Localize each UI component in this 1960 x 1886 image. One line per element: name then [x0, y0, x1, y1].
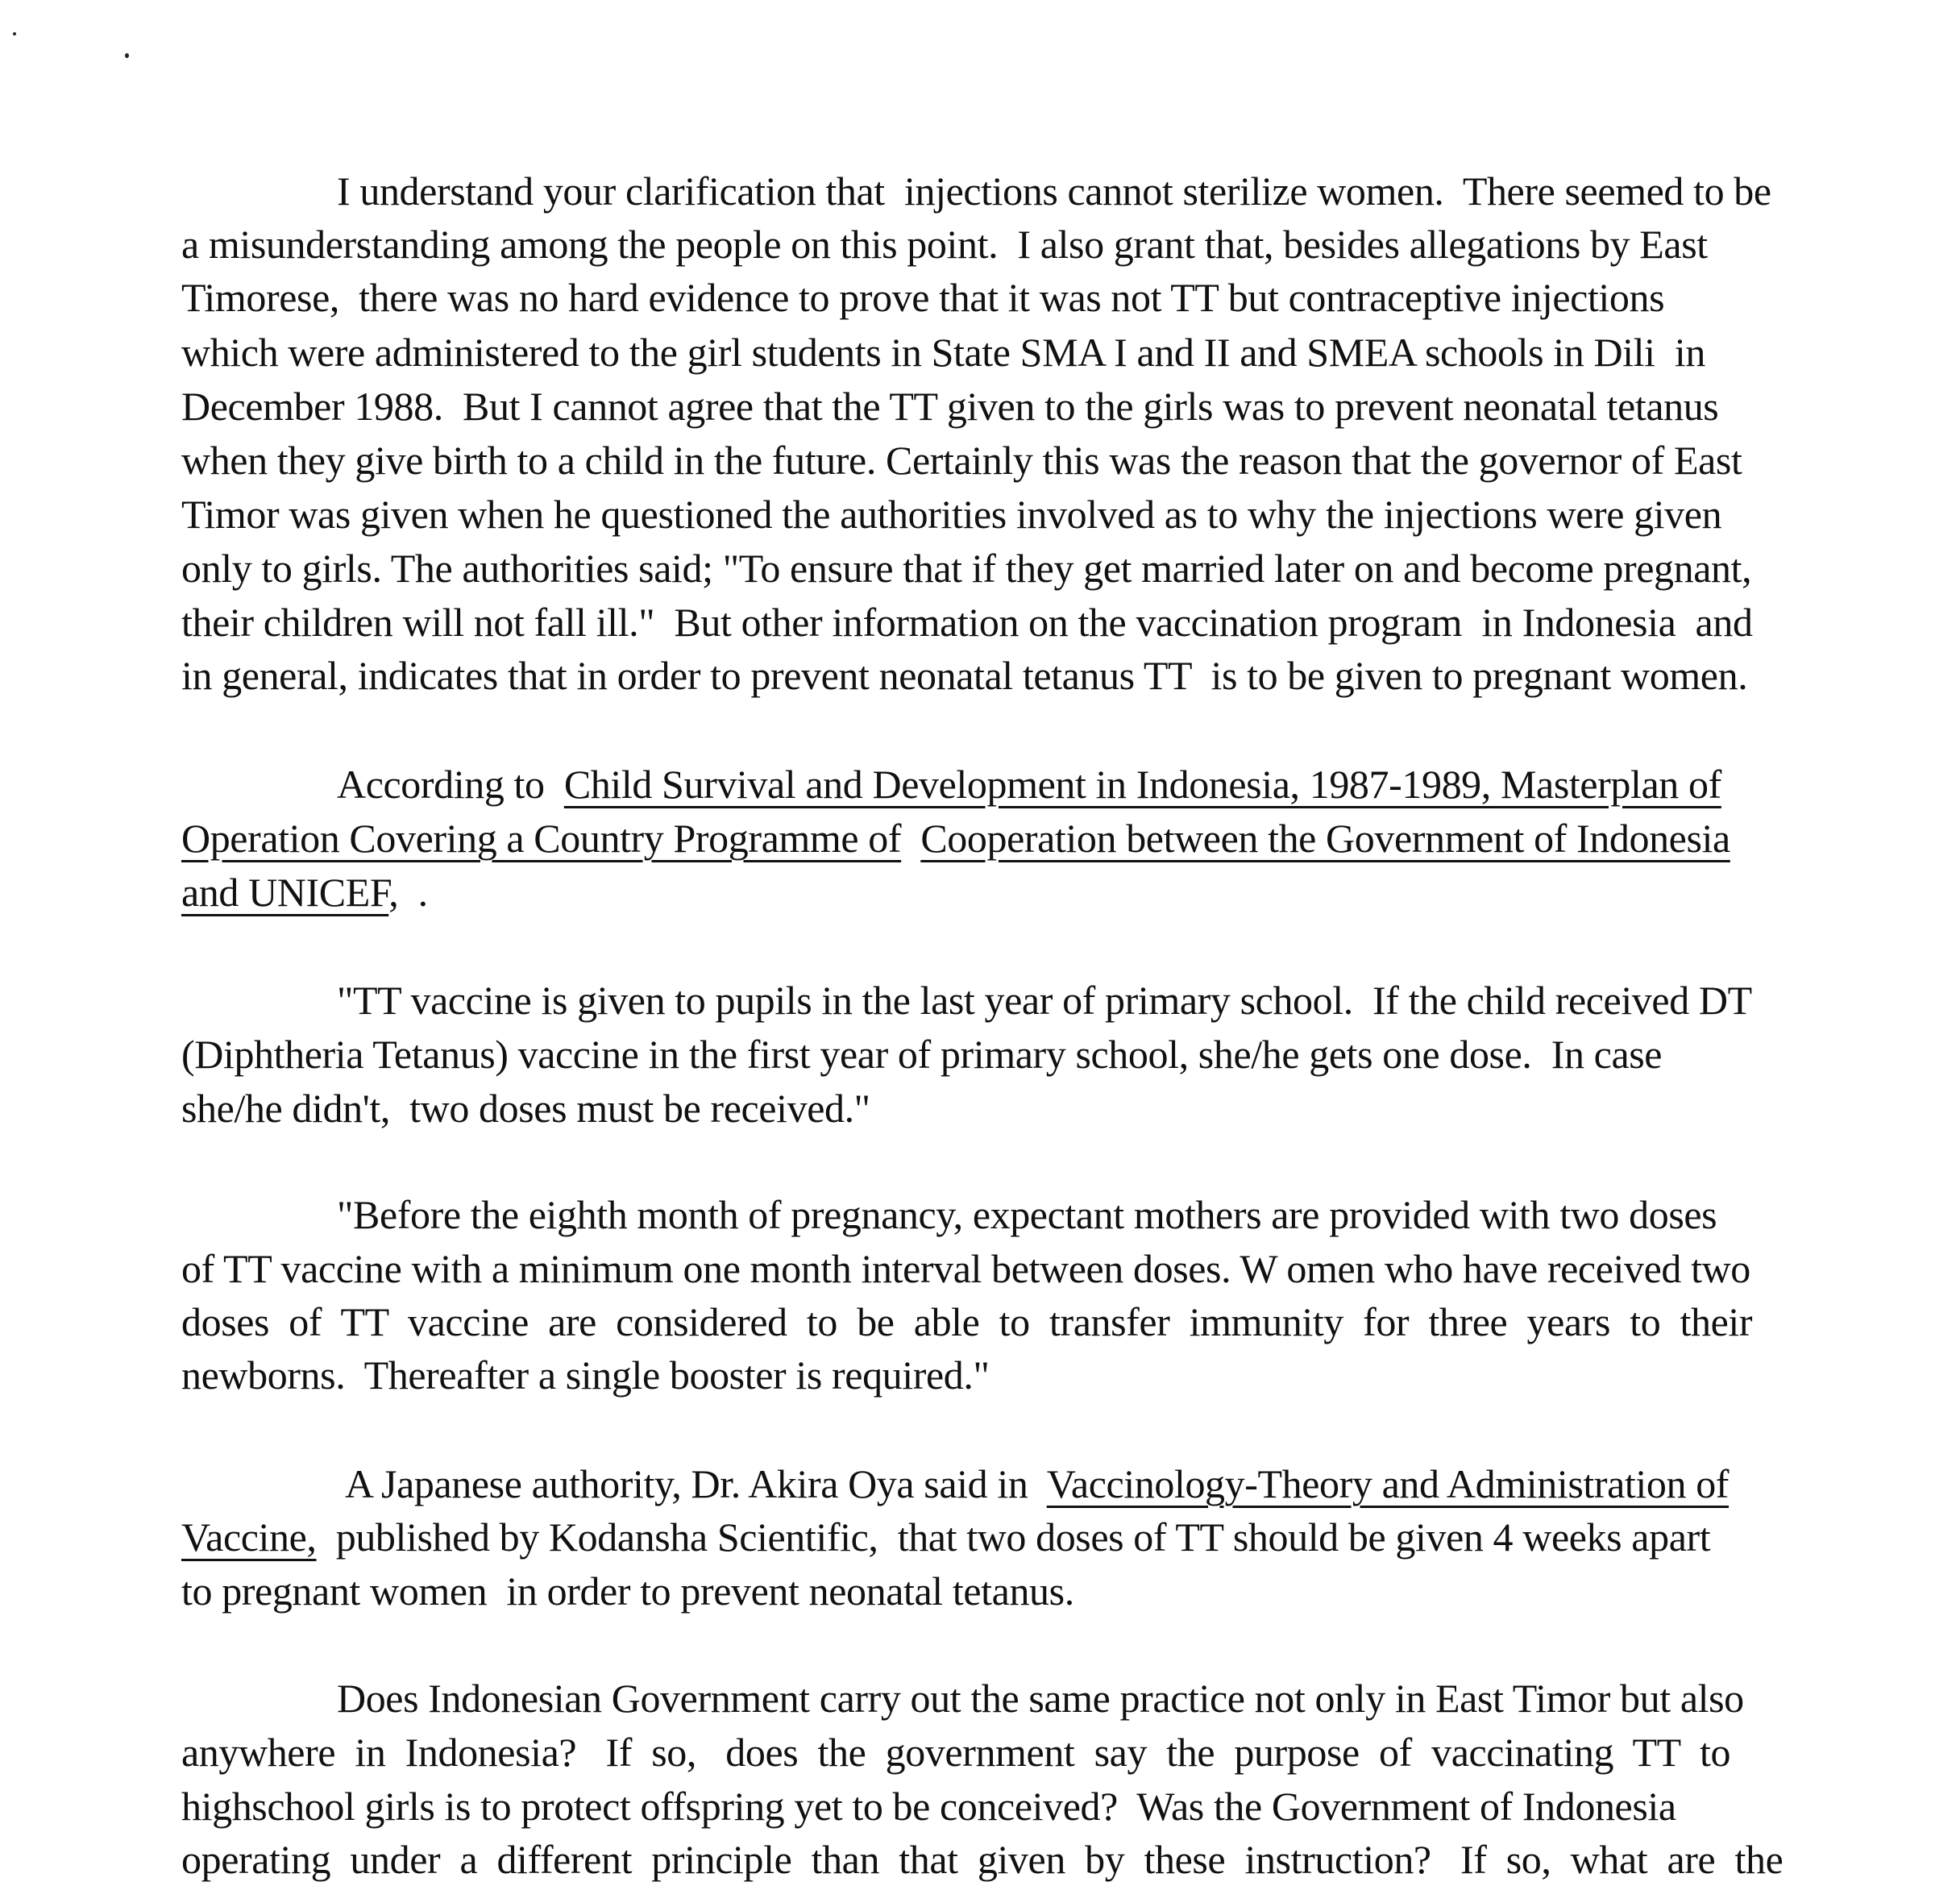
oya-line — [345, 1457, 1729, 1510]
citation-line — [181, 812, 1730, 865]
paragraph-1-line: in general, indicates that in order to prevent neonatal tetanus TT is to be given to pregnant women. — [181, 653, 1748, 698]
quote-2-line: "Before the eighth month of pregnancy, expectant mothers are provided with two doses — [337, 1192, 1717, 1237]
quote-1-line: she/he didn't, two doses must be received." — [181, 1086, 870, 1131]
cited-title: Vaccine, — [181, 1514, 317, 1560]
cited-title: and UNICEF — [181, 870, 389, 915]
paragraph-1-line: which were administered to the girl students in State SMA I and II and SMEA schools in Dili in — [181, 330, 1705, 375]
paragraph-4-line: highschool girls is to protect offspring yet to be conceived? Was the Government of Indonesia — [181, 1784, 1676, 1829]
oya-line — [181, 1510, 1710, 1564]
paragraph-1-line: Timorese, there was no hard evidence to prove that it was not TT but contraceptive injections — [181, 275, 1665, 320]
paragraph-1-line: Timor was given when he questioned the authorities involved as to why the injections were given — [181, 492, 1722, 537]
cited-title: Operation Covering a Country Programme of — [181, 816, 902, 861]
paragraph-1-line: I understand your clarification that injections cannot sterilize women. There seemed to be — [337, 168, 1771, 214]
cited-title: Vaccinology-Theory and Administration of — [1046, 1461, 1730, 1506]
oya-line: to pregnant women in order to prevent neonatal tetanus. — [181, 1568, 1074, 1614]
quote-1-line: (Diphtheria Tetanus) vaccine in the first year of primary school, she/he gets one dose. In case — [181, 1032, 1663, 1077]
quote-2-line: doses of TT vaccine are considered to be able to transfer immunity for three years to their — [181, 1299, 1753, 1344]
paragraph-1-line: their children will not fall ill." But other information on the vaccination program in Indonesia and — [181, 600, 1753, 645]
cited-title: Child Survival and Development in Indonesia, 1987-1989, Masterplan of — [563, 762, 1721, 807]
paragraph-1-line: December 1988. But I cannot agree that the TT given to the girls was to prevent neonatal tetanus — [181, 384, 1719, 429]
paragraph-1-line: when they give birth to a child in the future. Certainly this was the reason that the governor of East — [181, 438, 1742, 483]
quote-2-line: of TT vaccine with a minimum one month interval between doses. W omen who have received two — [181, 1246, 1750, 1291]
quote-1-line: "TT vaccine is given to pupils in the last year of primary school. If the child received DT — [337, 978, 1752, 1023]
citation-line — [337, 758, 1721, 811]
oya-rest: published by Kodansha Scientific, that two doses of TT should be given 4 weeks apart — [316, 1514, 1711, 1560]
citation-line — [181, 866, 428, 919]
cited-title: Cooperation between the Government of Indonesia — [920, 816, 1730, 861]
paragraph-4-line: anywhere in Indonesia? If so, does the government say the purpose of vaccinating TT to — [181, 1730, 1731, 1775]
scan-speck — [13, 32, 16, 35]
scan-speck — [125, 53, 129, 58]
paragraph-1-line: a misunderstanding among the people on this point. I also grant that, besides allegations by East — [181, 222, 1708, 267]
citation-tail: , . — [388, 870, 428, 915]
citation-lead: According to — [337, 762, 564, 807]
paragraph-4-line: operating under a different principle than that given by these instruction? If so, what are the — [181, 1837, 1784, 1882]
paragraph-1-line: only to girls. The authorities said; "To ensure that if they get married later on and become pregnant, — [181, 546, 1752, 591]
quote-2-line: newborns. Thereafter a single booster is required." — [181, 1352, 990, 1398]
paragraph-4-line: Does Indonesian Government carry out the same practice not only in East Timor but also — [337, 1676, 1744, 1721]
oya-lead: A Japanese authority, Dr. Akira Oya said in — [345, 1461, 1047, 1506]
